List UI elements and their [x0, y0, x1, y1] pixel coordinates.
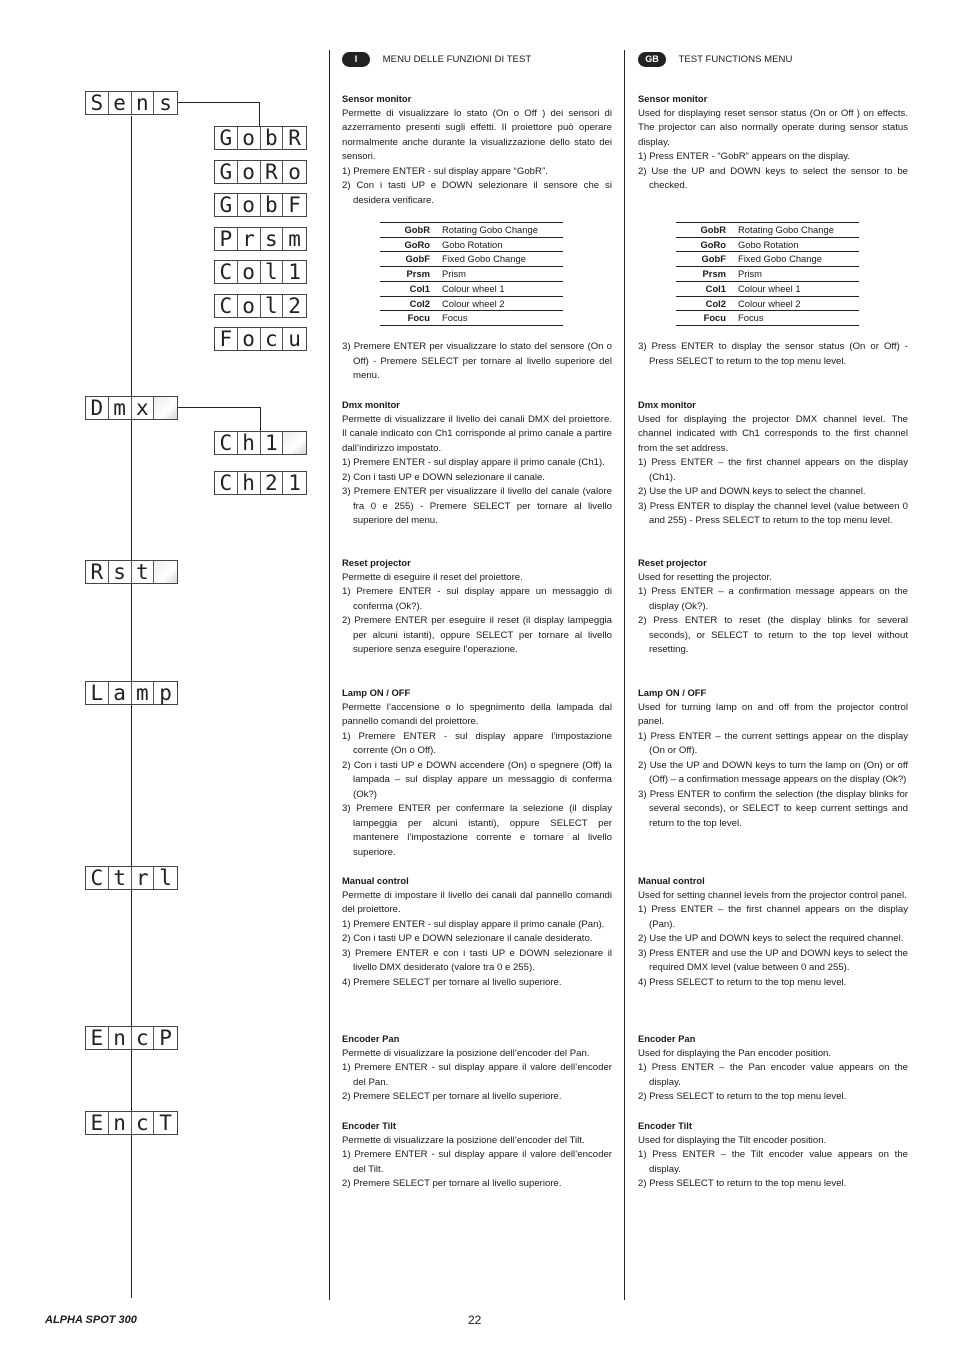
language-badge-it: I	[342, 52, 370, 67]
sensor-code: Col1	[676, 281, 732, 296]
section-title: Dmx monitor	[342, 399, 400, 410]
step-item: 1) Press ENTER – the current settings appear on the display (On or Off).	[638, 730, 908, 756]
lcd-char: 2	[288, 294, 301, 318]
step-item: 2) Con i tasti UP e DOWN selezionare il canale.	[342, 471, 545, 483]
it-section-encpan	[342, 1032, 612, 1105]
step-item: 3) Press ENTER to display the channel level (value between 0 and 255) - Press SELECT to return to the top menu level.	[638, 500, 908, 526]
lcd-char: c	[261, 328, 284, 350]
sensor-description: Rotating Gobo Change	[436, 223, 563, 238]
lcd-char: R	[261, 161, 284, 183]
lcd-char: a	[109, 682, 132, 704]
table-row	[380, 296, 563, 311]
section-title: Encoder Pan	[342, 1033, 400, 1044]
step-item: 2) Use the UP and DOWN keys to turn the lamp on (On) or off (Off) – a confirmation message appears on the display (Ok?)	[638, 759, 908, 785]
sensor-code: Col2	[676, 296, 732, 311]
step-item: 2) Press ENTER to reset (the display blinks for several seconds), or SELECT to return to the top level without resetting.	[638, 615, 908, 655]
lcd-char: l	[159, 866, 172, 890]
it-section-manual	[342, 874, 612, 990]
step-item: 2) Con i tasti UP e DOWN selezionare il sensore che si desidera verificare.	[342, 180, 612, 206]
section-body: Used for resetting the projector.	[638, 571, 772, 583]
section-body: Permette di impostare il livello dei canali dal pannello comandi del proiettore.	[342, 889, 612, 915]
lcd-enct	[85, 1111, 178, 1135]
lcd-lamp	[85, 681, 178, 705]
table-row	[380, 252, 563, 267]
step-list	[342, 165, 612, 209]
lcd-char: t	[109, 867, 132, 889]
lcd-char: n	[109, 1112, 132, 1134]
sensor-description: Prism	[436, 267, 563, 282]
lcd-char: F	[215, 328, 238, 350]
lcd-char: D	[86, 397, 109, 419]
step-list	[638, 903, 908, 990]
table-row	[676, 223, 859, 238]
lcd-char: c	[132, 1112, 155, 1134]
sensor-description: Colour wheel 2	[436, 296, 563, 311]
table-row	[380, 267, 563, 282]
lcd-char: s	[261, 228, 284, 250]
lcd-char: b	[261, 194, 284, 216]
lcd-char	[154, 397, 177, 419]
lcd-char: n	[132, 92, 155, 114]
step-list	[638, 150, 908, 194]
section-title: Dmx monitor	[638, 399, 696, 410]
lcd-char: u	[288, 327, 301, 351]
step-item: 1) Press ENTER – the first channel appears on the display (Pan).	[638, 904, 908, 930]
step-item: 1) Premere ENTER - sul display appare il valore dell’encoder del Pan.	[342, 1062, 612, 1088]
it-sensor-table	[380, 222, 563, 326]
lcd-char: 1	[288, 260, 301, 284]
lcd-gobr	[214, 126, 307, 150]
lcd-char: m	[288, 227, 301, 251]
lcd-char: o	[238, 194, 261, 216]
lcd-sens	[85, 91, 178, 115]
section-body: Used for setting channel levels from the projector control panel.	[638, 889, 907, 901]
section-title: Sensor monitor	[342, 93, 412, 104]
step-item: 3) Premere ENTER per visualizzare lo stato del sensore (On o Off) - Premere SELECT per tornare al livello superiore del menu.	[342, 341, 612, 381]
step-item: 4) Press SELECT to return to the top menu level.	[638, 976, 847, 988]
lcd-rst	[85, 560, 178, 584]
lcd-char: b	[261, 127, 284, 149]
lcd-encp	[85, 1026, 178, 1050]
gb-sensor-table	[676, 222, 859, 326]
sensor-code: GobR	[676, 223, 732, 238]
step-list	[342, 585, 612, 658]
lcd-char: F	[288, 193, 301, 217]
lcd-char: G	[215, 194, 238, 216]
lcd-char: T	[159, 1111, 172, 1135]
step-item: 2) Press SELECT to return to the top menu level.	[638, 1178, 847, 1189]
step-item: 1) Press ENTER - “GobR” appears on the display.	[638, 151, 851, 162]
section-title: Sensor monitor	[638, 93, 708, 104]
step-item: 1) Premere ENTER - sul display appare il primo canale (Ch1).	[342, 457, 605, 468]
it-section-reset	[342, 556, 612, 658]
sens-branch-line	[178, 102, 260, 103]
lcd-prsm	[214, 227, 307, 251]
lcd-char: o	[238, 127, 261, 149]
step-list	[342, 456, 612, 529]
lcd-focu	[214, 327, 307, 351]
sensor-description: Focus	[436, 311, 563, 326]
step-item: 2) Use the UP and DOWN keys to select the channel.	[638, 486, 866, 497]
lcd-char: o	[238, 161, 261, 183]
lcd-char: r	[132, 867, 155, 889]
step-item: 3) Press ENTER to display the sensor status (On or Off) - Press SELECT to return to the top menu level.	[638, 341, 908, 367]
step-item: 1) Premere ENTER - sul display appare il primo canale (Pan).	[342, 918, 605, 930]
gb-section-manual	[638, 874, 908, 990]
section-body: Permette l’accensione o lo spegnimento della lampada dal pannello comandi del proiettore.	[342, 701, 612, 727]
lcd-char: r	[238, 228, 261, 250]
step-item: 1) Premere ENTER - sul display appare un messaggio di conferma (Ok?).	[342, 586, 612, 612]
step-item: 2) Con i tasti UP e DOWN selezionare il canale desiderato.	[342, 933, 593, 944]
sensor-description: Fixed Gobo Change	[732, 252, 859, 267]
section-title: Encoder Tilt	[638, 1120, 693, 1131]
step-item: 3) Premere ENTER e con i tasti UP e DOWN selezionare il livello DMX desiderato (valore tra 0 e 255).	[342, 947, 612, 973]
table-row	[380, 311, 563, 326]
gb-section-dmx	[638, 398, 908, 529]
sensor-code: Prsm	[676, 267, 732, 282]
step-item: 1) Press ENTER – a confirmation message appears on the display (Ok?).	[638, 586, 908, 612]
lcd-char: E	[86, 1112, 109, 1134]
lcd-char	[154, 561, 177, 583]
it-sensor-after-table	[342, 340, 612, 384]
step-item: 3) Premere ENTER per confermare la selezione (il display lampeggia per alcuni istanti), oppure SELECT per mantenere l’impostazione corrente e tornare al livello superiore.	[342, 803, 612, 858]
column-divider-right	[624, 50, 625, 1300]
step-item: 2) Con i tasti UP e DOWN accendere (On) o spegnere (Off) la lampada – sul display appare un messaggio di conferma (Ok?)	[342, 759, 612, 800]
gb-section-lamp	[638, 686, 908, 831]
language-badge-gb: GB	[638, 52, 666, 67]
it-section-dmx	[342, 398, 612, 529]
italian-header	[342, 52, 612, 68]
lcd-char: C	[215, 261, 238, 283]
lcd-char: m	[132, 682, 155, 704]
section-title: Encoder Pan	[638, 1033, 696, 1044]
column-divider-left	[329, 50, 330, 1300]
lcd-char: S	[86, 92, 109, 114]
lcd-gobf	[214, 193, 307, 217]
dmx-sub-line	[260, 407, 261, 431]
step-item: 1) Press ENTER – the Pan encoder value appears on the display.	[638, 1062, 908, 1088]
table-row	[676, 267, 859, 282]
lcd-goro	[214, 160, 307, 184]
italian-title: MENU DELLE FUNZIONI DI TEST	[382, 54, 532, 65]
table-row	[676, 311, 859, 326]
step-item: 2) Use the UP and DOWN keys to select the sensor to be checked.	[638, 165, 908, 191]
lcd-col1	[214, 260, 307, 284]
lcd-char: h	[238, 432, 261, 454]
lcd-char: s	[159, 91, 172, 115]
dmx-branch-line	[178, 407, 261, 408]
step-item: 2) Premere SELECT per tornare al livello superiore.	[342, 1178, 562, 1189]
english-header	[638, 52, 908, 68]
it-section-enctilt	[342, 1119, 612, 1192]
section-body: Used for turning lamp on and off from the projector control panel.	[638, 701, 908, 727]
section-body: Permette di visualizzare la posizione dell’encoder del Tilt.	[342, 1134, 585, 1146]
lcd-char: e	[109, 92, 132, 114]
lcd-char: n	[109, 1027, 132, 1049]
sensor-code: Focu	[676, 311, 732, 326]
sensor-description: Gobo Rotation	[732, 237, 859, 252]
sensor-description: Prism	[732, 267, 859, 282]
table-row	[676, 237, 859, 252]
section-body: Used for displaying the Pan encoder position.	[638, 1047, 832, 1059]
step-item: 2) Use the UP and DOWN keys to select the required channel.	[638, 933, 904, 944]
lcd-char: P	[159, 1026, 172, 1050]
lcd-char: 2	[261, 472, 284, 494]
page-number: 22	[468, 1313, 482, 1327]
sensor-code: Prsm	[380, 267, 436, 282]
lcd-char: l	[261, 295, 284, 317]
step-item: 1) Press ENTER – the first channel appears on the display (Ch1).	[638, 457, 908, 483]
gb-section-enctilt	[638, 1119, 908, 1192]
lcd-char: 1	[261, 432, 284, 454]
step-item: 2) Premere ENTER per eseguire il reset (il display lampeggia per alcuni istanti), oppure SELECT per tornare al livello superiore senza eseguire l’operazione.	[342, 615, 612, 655]
table-row	[676, 252, 859, 267]
lcd-ch21	[214, 471, 307, 495]
step-list	[638, 1061, 908, 1105]
lcd-char: C	[215, 295, 238, 317]
section-body: Used for displaying reset sensor status (On or Off ) on effects. The projector can also normally operate during sensor status display.	[638, 107, 908, 148]
lcd-char: o	[238, 295, 261, 317]
lcd-char: h	[238, 472, 261, 494]
sensor-description: Colour wheel 2	[732, 296, 859, 311]
gb-section-encpan	[638, 1032, 908, 1105]
section-body: Permette di eseguire il reset del proiettore.	[342, 571, 523, 583]
step-item: 1) Premere ENTER - sul display appare l’impostazione corrente (On o Off).	[342, 730, 612, 756]
sensor-description: Colour wheel 1	[436, 281, 563, 296]
sensor-code: GoRo	[676, 237, 732, 252]
sensor-code: Focu	[380, 311, 436, 326]
sensor-description: Rotating Gobo Change	[732, 223, 859, 238]
section-title: Encoder Tilt	[342, 1120, 397, 1131]
lcd-char: 1	[288, 471, 301, 495]
lcd-char: m	[109, 397, 132, 419]
section-body: Permette di visualizzare lo stato (On o Off ) dei sensori di azzerramento presenti sugli effetti. Il proiettore può operare normalmente anche durante la visualizzazione dello stato dei sensori.	[342, 107, 612, 162]
step-list	[342, 1061, 612, 1105]
sensor-description: Focus	[732, 311, 859, 326]
lcd-char: P	[215, 228, 238, 250]
table-row	[676, 296, 859, 311]
step-list	[342, 730, 612, 861]
sensor-code: GoRo	[380, 237, 436, 252]
english-title: TEST FUNCTIONS MENU	[678, 54, 793, 65]
table-row	[380, 223, 563, 238]
step-item: 1) Press ENTER – the Tilt encoder value appears on the display.	[638, 1149, 908, 1175]
table-row	[380, 281, 563, 296]
it-section-lamp	[342, 686, 612, 860]
section-body: Used for displaying the Tilt encoder position.	[638, 1134, 827, 1146]
lcd-char: o	[238, 328, 261, 350]
gb-section-sensor	[638, 92, 908, 194]
table-row	[380, 237, 563, 252]
lcd-char: C	[215, 432, 238, 454]
lcd-char: C	[215, 472, 238, 494]
lcd-dmx	[85, 396, 178, 420]
lcd-char: R	[288, 126, 301, 150]
sensor-code: GobF	[380, 252, 436, 267]
sensor-code: GobF	[676, 252, 732, 267]
lcd-char: E	[86, 1027, 109, 1049]
step-item: 2) Press SELECT to return to the top menu level.	[638, 1091, 847, 1102]
step-item: 3) Press ENTER to confirm the selection (the display blinks for several seconds), or SELECT to keep current settings and return to the top level.	[638, 788, 908, 829]
lcd-ctrl	[85, 866, 178, 890]
it-section-sensor	[342, 92, 612, 208]
step-item: 1) Premere ENTER - sul display appare il valore dell’encoder del Tilt.	[342, 1149, 612, 1175]
gb-section-reset	[638, 556, 908, 658]
lcd-char: l	[261, 261, 284, 283]
section-title: Manual control	[342, 875, 409, 886]
step-item: 4) Premere SELECT per tornare al livello superiore.	[342, 976, 562, 988]
step-item: 1) Premere ENTER - sul display appare “GobR”.	[342, 165, 548, 177]
step-item: 3) Press ENTER and use the UP and DOWN keys to select the required DMX level (value between 0 and 255).	[638, 947, 908, 973]
step-list	[638, 585, 908, 658]
section-title: Lamp ON / OFF	[342, 687, 411, 698]
lcd-char: C	[86, 867, 109, 889]
lcd-char: R	[86, 561, 109, 583]
sensor-code: Col2	[380, 296, 436, 311]
section-title: Reset projector	[638, 557, 707, 568]
section-body: Permette di visualizzare la posizione dell’encoder del Pan.	[342, 1047, 590, 1059]
section-title: Lamp ON / OFF	[638, 687, 707, 698]
lcd-col2	[214, 294, 307, 318]
footer-product-name: ALPHA SPOT 300	[45, 1314, 137, 1326]
lcd-char: t	[132, 561, 155, 583]
step-list	[342, 1148, 612, 1192]
lcd-char: x	[132, 397, 155, 419]
section-body: Used for displaying the projector DMX channel level. The channel indicated with Ch1 corresponds to the first channel from the set address.	[638, 413, 908, 454]
step-list	[638, 730, 908, 832]
step-list	[638, 456, 908, 529]
gb-sensor-after-table	[638, 340, 908, 369]
lcd-char: s	[109, 561, 132, 583]
lcd-char: o	[238, 261, 261, 283]
lcd-char: o	[288, 160, 301, 184]
step-list	[342, 918, 612, 991]
lcd-char: G	[215, 161, 238, 183]
lcd-char	[283, 432, 306, 454]
lcd-char: p	[159, 681, 172, 705]
lcd-char: c	[132, 1027, 155, 1049]
section-body: Permette di visualizzare il livello dei canali DMX del proiettore. Il canale indicato con Ch1 corrisponde al primo canale a partire dall’indirizzo impostato.	[342, 413, 612, 454]
section-title: Reset projector	[342, 557, 411, 568]
lcd-char: G	[215, 127, 238, 149]
step-item: 2) Premere SELECT per tornare al livello superiore.	[342, 1091, 562, 1102]
step-item: 3) Premere ENTER per visualizzare il livello del canale (valore fra 0 e 255) - Premere SELECT per tornare al livello superiore del menu.	[342, 486, 612, 526]
sensor-code: GobR	[380, 223, 436, 238]
sensor-description: Colour wheel 1	[732, 281, 859, 296]
sensor-code: Col1	[380, 281, 436, 296]
lcd-ch1	[214, 431, 307, 455]
sensor-description: Fixed Gobo Change	[436, 252, 563, 267]
section-title: Manual control	[638, 875, 705, 886]
step-list	[638, 1148, 908, 1192]
sensor-description: Gobo Rotation	[436, 237, 563, 252]
lcd-char: L	[86, 682, 109, 704]
table-row	[676, 281, 859, 296]
